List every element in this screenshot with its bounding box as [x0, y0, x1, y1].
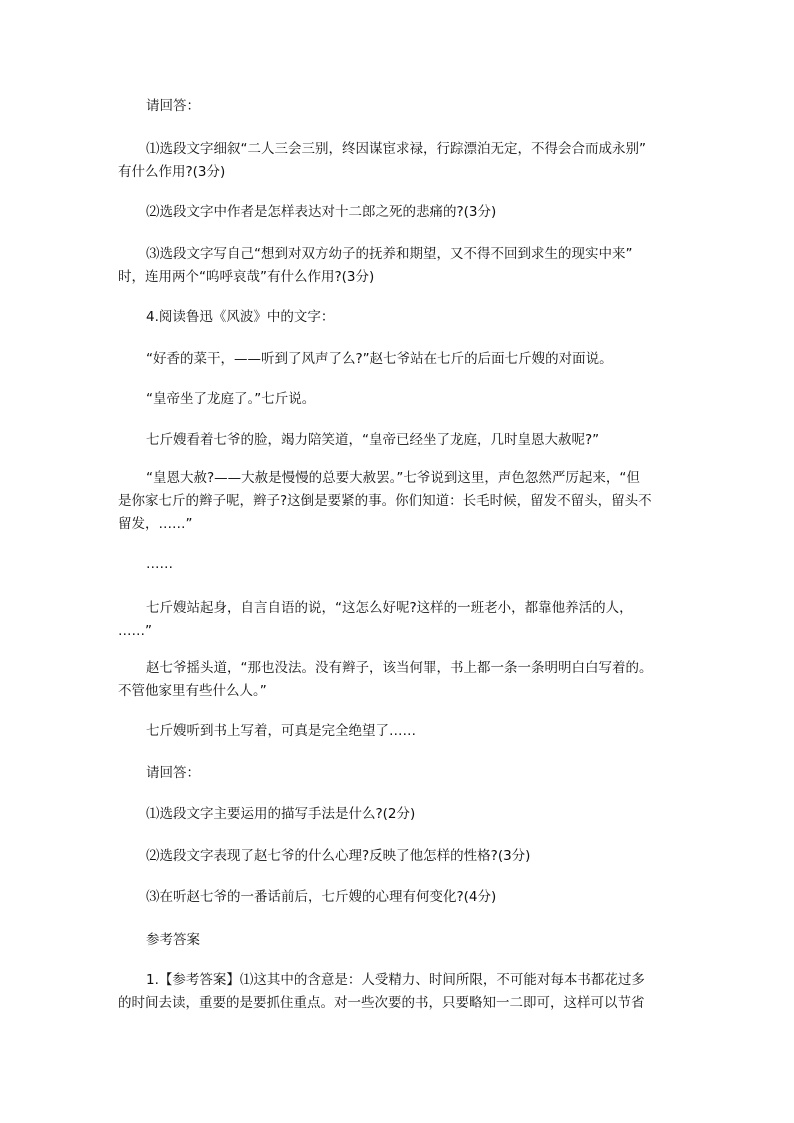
text-line: “皇帝坐了龙庭了。”七斤说。	[146, 391, 316, 407]
text-line: ……”	[118, 623, 152, 639]
text-line: 七斤嫂看着七爷的脸，竭力陪笑道，“皇帝已经坐了龙庭，几时皇恩大赦呢?”	[146, 432, 600, 448]
text-line: 有什么作用?(3分)	[118, 164, 226, 180]
text-line: 不管他家里有些什么人。”	[118, 683, 267, 699]
excerpt-paragraph-6	[118, 657, 678, 703]
reference-answers-heading	[118, 929, 678, 952]
text-line: 参考答案	[146, 932, 200, 948]
question-4-3	[118, 886, 678, 909]
question-4-2	[118, 845, 678, 868]
excerpt-paragraph-1	[118, 348, 678, 371]
text-line: 赵七爷摇头道，“那也没法。没有辫子，该当何罪，书上都一条一条明明白白写着的。	[146, 660, 653, 676]
text-line: 留发，……”	[118, 516, 193, 532]
question-4-heading	[118, 306, 678, 329]
excerpt-paragraph-5	[118, 597, 678, 643]
text-line: ……	[146, 556, 173, 572]
text-line: ⑴选段文字主要运用的描写手法是什么?(2分)	[146, 806, 416, 822]
question-3-2	[118, 201, 678, 224]
text-line: 请回答：	[146, 765, 200, 781]
text-line: ⑵选段文字中作者是怎样表达对十二郎之死的悲痛的?(3分)	[146, 204, 497, 220]
text-line: 的时间去读，重要的是要抓住重点。对一些次要的书，只要略知一二即可，这样可以节省	[118, 995, 645, 1011]
text-line: “皇恩大赦?——大赦是慢慢的总要大赦罢。”七爷说到这里，声色忽然严厉起来，“但	[146, 470, 640, 486]
text-line: ⑵选段文字表现了赵七爷的什么心理?反映了他怎样的性格?(3分)	[146, 848, 531, 864]
text-line: 请回答：	[146, 98, 200, 114]
text-line: ⑶选段文字写自己“想到对双方幼子的抚养和期望，又不得不回到求生的现实中来”	[146, 246, 633, 262]
excerpt-paragraph-2	[118, 388, 678, 411]
paragraph-please-answer-1	[118, 95, 678, 118]
excerpt-ellipsis	[118, 553, 678, 576]
question-3-3	[118, 243, 678, 289]
text-line: 七斤嫂听到书上写着，可真是完全绝望了……	[146, 723, 416, 739]
text-line: 时，连用两个“呜呼哀哉”有什么作用?(3分)	[118, 269, 375, 285]
text-line: 1.【参考答案】⑴这其中的含意是：人受精力、时间所限，不可能对每本书都花过多	[146, 972, 645, 988]
question-4-1	[118, 803, 678, 826]
text-line: “好香的菜干，——听到了风声了么?”赵七爷站在七斤的后面七斤嫂的对面说。	[146, 351, 613, 367]
excerpt-paragraph-7	[118, 720, 678, 743]
excerpt-paragraph-4	[118, 467, 678, 536]
question-3-1	[118, 138, 678, 184]
text-line: ⑴选段文字细叙“二人三会三别，终因谋宦求禄，行踪漂泊无定，不得会合而成永别”	[146, 141, 646, 157]
excerpt-paragraph-3	[118, 429, 678, 452]
paragraph-please-answer-2	[118, 762, 678, 785]
text-line: 七斤嫂站起身，自言自语的说，“这怎么好呢?这样的一班老小，都靠他养活的人，	[146, 600, 633, 616]
text-line: 4.阅读鲁迅《风波》中的文字：	[146, 309, 335, 325]
text-line: ⑶在听赵七爷的一番话前后，七斤嫂的心理有何变化?(4分)	[146, 889, 497, 905]
answer-1	[118, 969, 678, 1015]
text-line: 是你家七斤的辫子呢，辫子?这倒是要紧的事。你们知道：长毛时候，留发不留头，留头不	[118, 493, 652, 509]
